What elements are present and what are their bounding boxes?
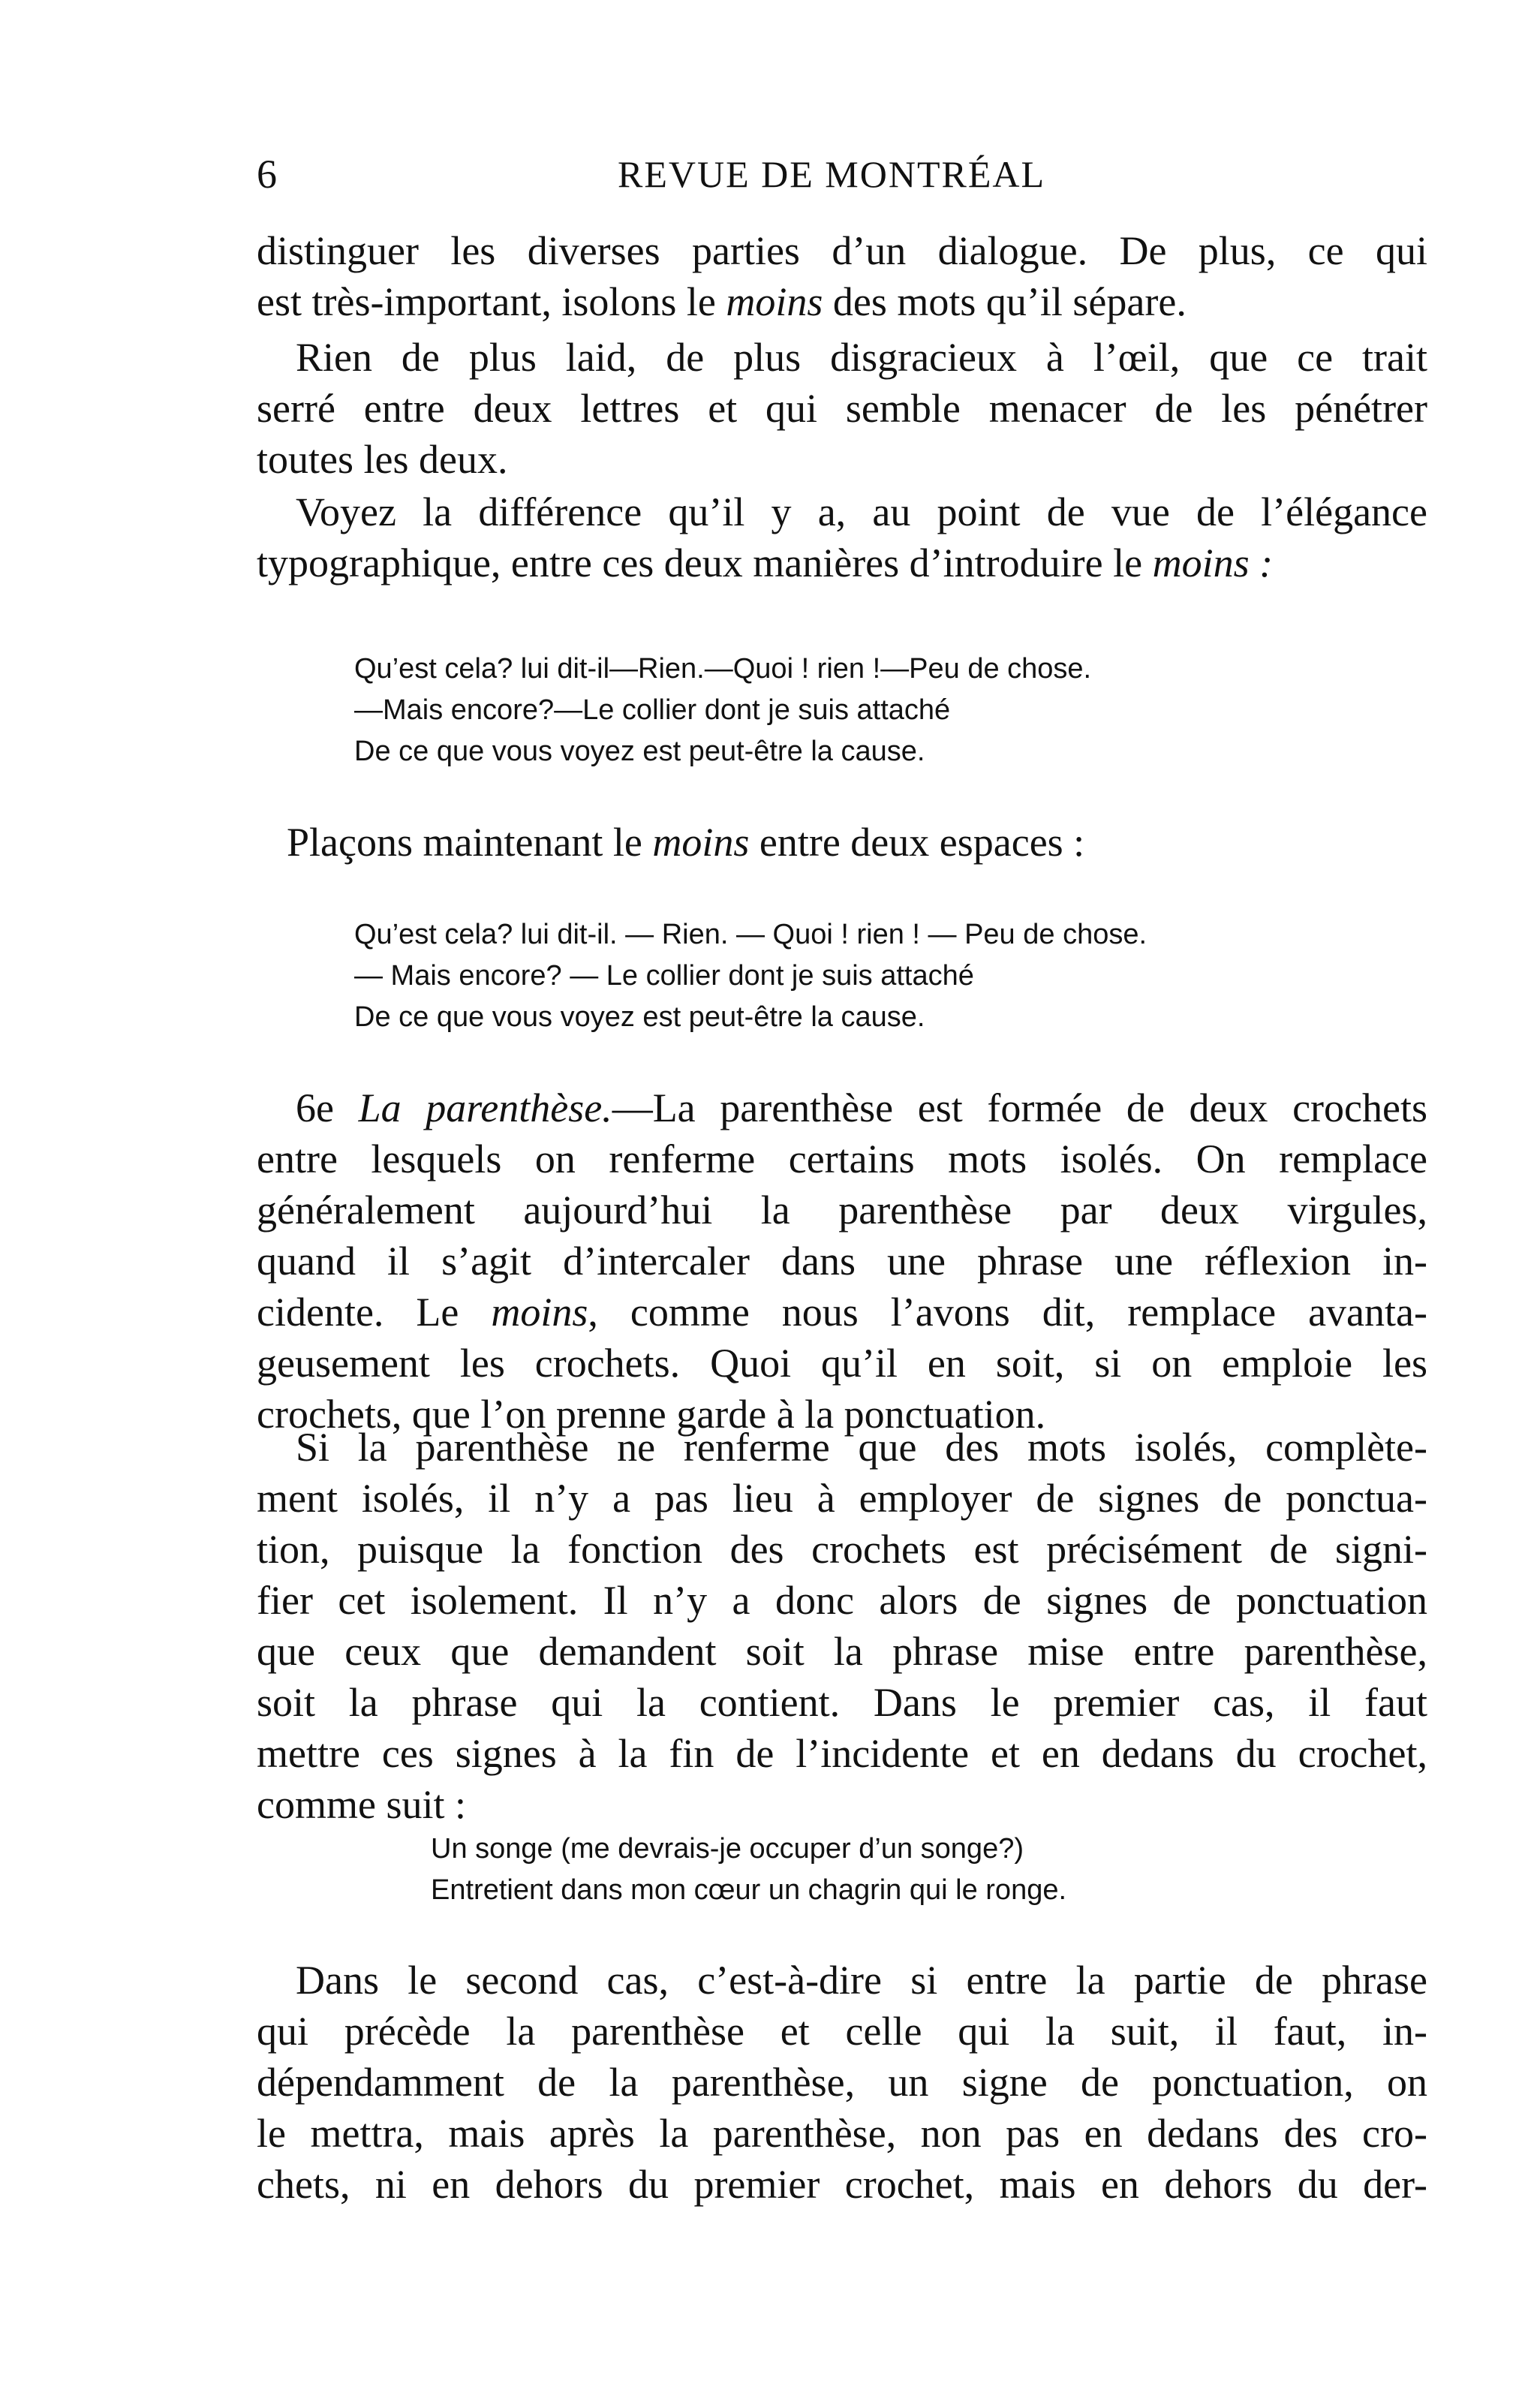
text-line: Voyez la différence qu’il y a, au point de vue de l’élégance — [296, 489, 1427, 534]
quote-line: — Mais encore? — Le collier dont je suis attaché — [354, 960, 974, 992]
text-line: quand il s’agit d’intercaler dans une phrase une réflexion in- — [257, 1239, 1427, 1284]
text-line: Si la parenthèse ne renferme que des mots isolés, complète- — [296, 1425, 1427, 1470]
paragraph-parenthesis — [257, 1082, 1427, 1440]
text-line: qui précède la parenthèse et celle qui la suit, il faut, in- — [257, 2009, 1427, 2054]
text-line — [257, 537, 1427, 588]
quote-line: Un songe (me devrais-je occuper d’un songe?) — [431, 1833, 1024, 1865]
text-line — [257, 1082, 1427, 1133]
text-line — [257, 817, 1427, 868]
paragraph-second-case — [257, 1955, 1427, 2210]
text-line: ment isolés, il n’y a pas lieu à employer de signes de ponctua- — [257, 1476, 1427, 1521]
text-span: , comme nous l’avons dit, remplace avanta- — [588, 1290, 1427, 1335]
text-line: Rien de plus laid, de plus disgracieux à l’œil, que ce trait — [296, 335, 1427, 380]
text-line: Dans le second cas, c’est-à-dire si entre la partie de phrase — [296, 1958, 1427, 2003]
text-line: tion, puisque la fonction des crochets est précisément de signi- — [257, 1527, 1427, 1572]
text-line: chets, ni en dehors du premier crochet, mais en dehors du der- — [257, 2162, 1427, 2207]
text-line: mettre ces signes à la fin de l’incidente et en dedans du crochet, — [257, 1731, 1427, 1776]
quote-songe — [431, 1829, 1406, 1911]
quote-line: Qu’est cela? lui dit-il. — Rien. — Quoi ! rien ! — Peu de chose. — [354, 919, 1147, 950]
text-line: geusement les crochets. Quoi qu’il en soit, si on emploie les — [257, 1341, 1427, 1386]
text-line: que ceux que demandent soit la phrase mise entre parenthèse, — [257, 1629, 1427, 1674]
quote-line: De ce que vous voyez est peut-être la cause. — [354, 736, 925, 767]
text-line: distinguer les diverses parties d’un dialogue. De plus, ce qui — [257, 228, 1427, 273]
section-number: 6e — [296, 1085, 359, 1130]
italic-term: moins : — [1152, 540, 1274, 585]
text-line: le mettra, mais après la parenthèse, non pas en dedans des cro- — [257, 2111, 1427, 2156]
italic-term: moins — [491, 1290, 588, 1335]
text-span: des mots qu’il sépare. — [823, 279, 1187, 324]
text-line: fier cet isolement. Il n’y a donc alors de signes de ponctuation — [257, 1578, 1427, 1623]
section-title: La parenthèse. — [358, 1085, 612, 1130]
text-span: est très-important, isolons le — [257, 279, 726, 324]
text-line: soit la phrase qui la contient. Dans le premier cas, il faut — [257, 1680, 1427, 1725]
paragraph-spaced-dash — [257, 817, 1427, 868]
page-header — [257, 144, 1376, 204]
quote-spaced-dashes — [354, 914, 1330, 1038]
quote-tight-dashes — [354, 649, 1330, 772]
paragraph-ugly-dash — [257, 332, 1427, 485]
page-number: 6 — [257, 152, 277, 197]
text-line — [257, 276, 1427, 327]
paragraph-dialogue-parts — [257, 225, 1427, 327]
text-line: toutes les deux. — [257, 437, 508, 482]
text-span: typographique, entre ces deux manières d’introduire le — [257, 540, 1153, 585]
quote-line: De ce que vous voyez est peut-être la cause. — [354, 1001, 925, 1033]
paragraph-isolated-words — [257, 1422, 1427, 1830]
paragraph-difference — [257, 486, 1427, 588]
text-line: serré entre deux lettres et qui semble menacer de les pénétrer — [257, 386, 1427, 431]
text-span: Plaçons maintenant le — [287, 820, 653, 865]
text-line — [257, 1287, 1427, 1338]
italic-term: moins — [652, 820, 750, 865]
text-line: dépendamment de la parenthèse, un signe de ponctuation, on — [257, 2060, 1427, 2105]
quote-line: Entretient dans mon cœur un chagrin qui le ronge. — [431, 1874, 1067, 1906]
quote-line: —Mais encore?—Le collier dont je suis attaché — [354, 694, 951, 726]
text-span: —La parenthèse est formée de deux crochets — [612, 1085, 1427, 1130]
quote-line: Qu’est cela? lui dit-il—Rien.—Quoi ! rien !—Peu de chose. — [354, 653, 1092, 685]
text-span: cidente. Le — [257, 1290, 492, 1335]
running-title: REVUE DE MONTRÉAL — [617, 153, 1046, 195]
text-line: crochets, que l’on prenne garde à la ponctuation. — [257, 1392, 1046, 1437]
text-line: comme suit : — [257, 1782, 466, 1827]
text-line: entre lesquels on renferme certains mots isolés. On remplace — [257, 1136, 1427, 1181]
text-line: généralement aujourd’hui la parenthèse par deux virgules, — [257, 1187, 1427, 1233]
italic-term: moins — [726, 279, 823, 324]
text-span: entre deux espaces : — [749, 820, 1085, 865]
